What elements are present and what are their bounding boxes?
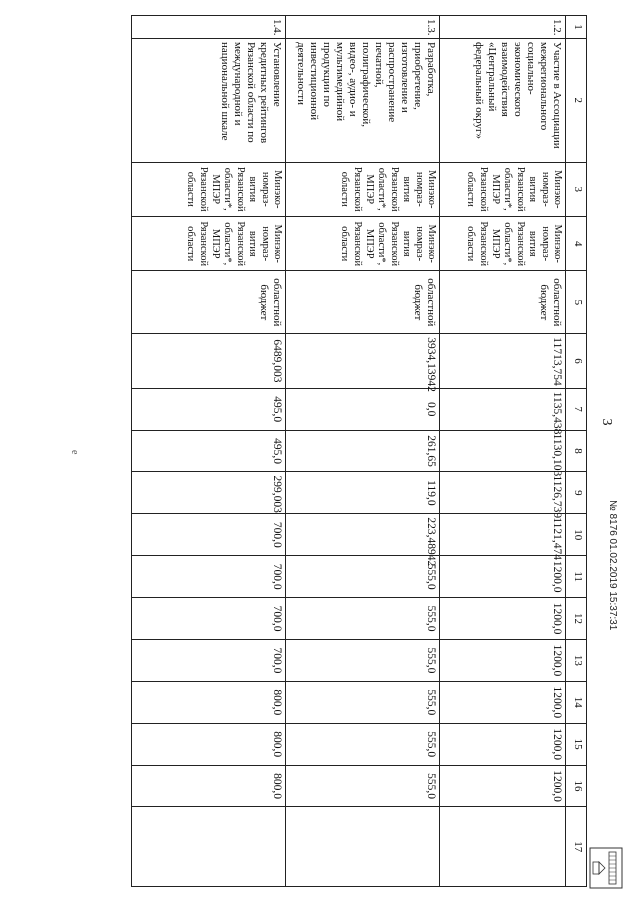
header-col-10: 10: [566, 514, 587, 556]
header-col-13: 13: [566, 639, 587, 681]
year-value: 800,0: [132, 681, 286, 723]
funding-source: областной бюджет: [286, 271, 440, 334]
funding-source: областной бюджет: [440, 271, 566, 334]
table-row: [286, 16, 440, 887]
year-value: 555,0: [286, 598, 440, 640]
year-value: 1200,0: [440, 765, 566, 807]
registry-stamp-icon: [588, 846, 624, 890]
year-value: 700,0: [132, 598, 286, 640]
executor-cell: Минэко-номраз-вития Рязанской области*, МПЭР Рязанской области: [440, 162, 566, 216]
funding-source: областной бюджет: [132, 271, 286, 334]
header-col-15: 15: [566, 723, 587, 765]
header-col-4: 4: [566, 217, 587, 271]
table-row: [440, 16, 566, 887]
header-row: [566, 16, 587, 887]
year-value: 1126,739: [440, 472, 566, 514]
side-mark: е: [69, 450, 80, 455]
row-number: 1.4.: [132, 16, 286, 39]
executor-cell: Минэко-номраз-вития Рязанской области*, МПЭР Рязанской области: [286, 162, 440, 216]
year-value: 1200,0: [440, 639, 566, 681]
registration-mark: № 8176 01.02.2019 15:37:31: [607, 500, 618, 631]
year-value: 1135,438: [440, 388, 566, 430]
empty-cell: [286, 807, 440, 887]
year-value: 1200,0: [440, 598, 566, 640]
header-col-5: 5: [566, 271, 587, 334]
year-value: 223,48942: [286, 514, 440, 556]
year-value: 555,0: [286, 639, 440, 681]
year-value: 1200,0: [440, 723, 566, 765]
header-col-6: 6: [566, 334, 587, 388]
year-value: 555,0: [286, 723, 440, 765]
header-col-11: 11: [566, 556, 587, 598]
total-value: 6489,003: [132, 334, 286, 388]
executor-cell: Минэко-номраз-вития Рязанской области*, МПЭР Рязанской области: [132, 162, 286, 216]
year-value: 700,0: [132, 556, 286, 598]
empty-cell: [440, 807, 566, 887]
year-value: 700,0: [132, 639, 286, 681]
measure-name: Разработка, приобретение, изготовление и распространение печатной, полиграфической, видео-, аудио- и мультимедийной продукции по инвестиционной деятельности: [286, 39, 440, 163]
header-col-9: 9: [566, 472, 587, 514]
header-col-2: 2: [566, 39, 587, 163]
coexecutor-cell: Минэко-номраз-вития Рязанской области*, МПЭР Рязанской области: [132, 217, 286, 271]
year-value: 555,0: [286, 556, 440, 598]
year-value: 1200,0: [440, 556, 566, 598]
coexecutor-cell: Минэко-номраз-вития Рязанской области*, МПЭР Рязанской области: [440, 217, 566, 271]
header-col-16: 16: [566, 765, 587, 807]
measure-name: Установление кредитных рейтингов Рязанской области по международной и национальной шкале: [132, 39, 286, 163]
table-row: [132, 16, 286, 887]
header-col-14: 14: [566, 681, 587, 723]
year-value: 495,0: [132, 430, 286, 472]
budget-table: [131, 15, 587, 887]
row-number: 1.3.: [286, 16, 440, 39]
total-value: 3934,13942: [286, 334, 440, 388]
header-col-8: 8: [566, 430, 587, 472]
year-value: 555,0: [286, 765, 440, 807]
total-value: 11713,754: [440, 334, 566, 388]
header-col-12: 12: [566, 598, 587, 640]
header-col-3: 3: [566, 162, 587, 216]
year-value: 555,0: [286, 681, 440, 723]
year-value: 700,0: [132, 514, 286, 556]
year-value: 1121,474: [440, 514, 566, 556]
year-value: 119,0: [286, 472, 440, 514]
year-value: 1130,103: [440, 430, 566, 472]
year-value: 800,0: [132, 765, 286, 807]
year-value: 1200,0: [440, 681, 566, 723]
coexecutor-cell: Минэко-номраз-вития Рязанской области*, МПЭР Рязанской области: [286, 217, 440, 271]
year-value: 495,0: [132, 388, 286, 430]
header-col-1: 1: [566, 16, 587, 39]
year-value: 261,65: [286, 430, 440, 472]
page-number: 3: [599, 418, 614, 426]
header-col-17: 17: [566, 807, 587, 887]
year-value: 0,0: [286, 388, 440, 430]
header-col-7: 7: [566, 388, 587, 430]
measure-name: Участие в Ассоциации межрегионального социально-экономического взаимодействия «Центральный федеральный округ»: [440, 39, 566, 163]
empty-cell: [132, 807, 286, 887]
row-number: 1.2.: [440, 16, 566, 39]
year-value: 299,003: [132, 472, 286, 514]
year-value: 800,0: [132, 723, 286, 765]
